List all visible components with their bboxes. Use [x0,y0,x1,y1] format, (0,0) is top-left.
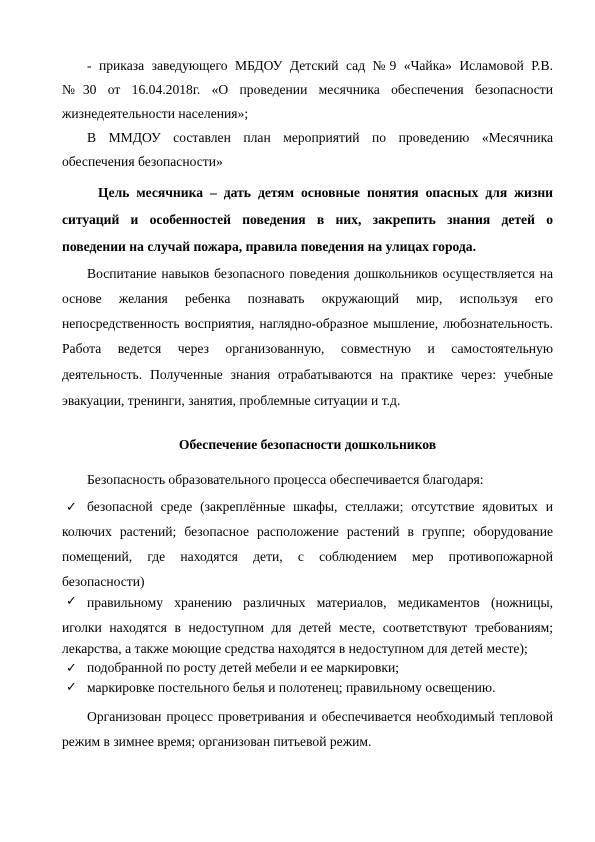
education-line-5: деятельность. Полученные знания отрабатываются на практике через: учебные [62,367,553,382]
bullet-3-line-1: подобранной по росту детей мебели и ее маркировки; [87,660,400,675]
check-icon: ✓ [66,499,77,514]
closing-line-2: режим в зимнее время; организован питьевой режим. [62,734,372,749]
bullet-2-line-1: правильному хранению различных материалов, медикаментов (ножницы, [87,595,553,610]
closing-line-1: Организован процесс проветривания и обеспечивается необходимый тепловой [87,709,553,724]
check-icon: ✓ [66,679,77,694]
check-icon: ✓ [66,660,77,675]
bullet-2-line-3: лекарства, а также моющие средства находятся в недоступном для детей месте); [62,641,528,656]
section-intro: Безопасность образовательного процесса обеспечивается благодаря: [87,472,484,487]
education-line-1: Воспитание навыков безопасного поведения дошкольников осуществляется на [87,266,553,281]
plan-line-1: В ММДОУ составлен план мероприятий по проведению «Месячника [87,130,553,145]
order-line-1: - приказа заведующего МБДОУ Детский сад №9 «Чайка» Исламовой Р.В. [87,58,553,73]
bullet-4-line-1: маркировке постельного белья и полотенец; правильному освещению. [87,680,496,695]
plan-line-2: обеспечения безопасности» [62,154,223,169]
bullet-1-line-4: безопасности) [62,574,145,589]
education-line-3: непосредственность восприятия, наглядно-образное мышление, любознательность. [62,316,553,331]
order-line-3: жизнедеятельности населения»; [62,106,249,121]
goal-line-3: поведении на случай пожара, правила поведения на улицах города. [62,239,477,254]
order-line-2: №30 от 16.04.2018г. «О проведении месячника обеспечения безопасности [62,82,553,97]
bullet-2-line-2: иголки находятся в недоступном для детей месте, соответствуют требованиям; [62,620,553,635]
check-icon: ✓ [66,593,77,608]
goal-line-2: ситуаций и особенностей поведения в них, закрепить знания детей о [62,212,553,227]
education-line-6: эвакуации, тренинги, занятия, проблемные ситуации и т.д. [62,393,401,408]
education-line-4: Работа ведется через организованную, совместную и самостоятельную [62,341,553,356]
bullet-1-line-2: колючих растений; безопасное расположение растений в группе; оборудование [62,524,553,539]
education-line-2: основе желания ребенка познавать окружающий мир, используя его [62,291,553,306]
bullet-1-line-3: помещений, где находятся дети, с соблюдением мер противопожарной [62,549,553,564]
section-heading: Обеспечение безопасности дошкольников [178,437,437,452]
bullet-1-line-1: безопасной среде (закреплённые шкафы, стеллажи; отсутствие ядовитых и [87,499,553,514]
goal-line-1: Цель месячника – дать детям основные понятия опасных для жизни [98,185,553,200]
